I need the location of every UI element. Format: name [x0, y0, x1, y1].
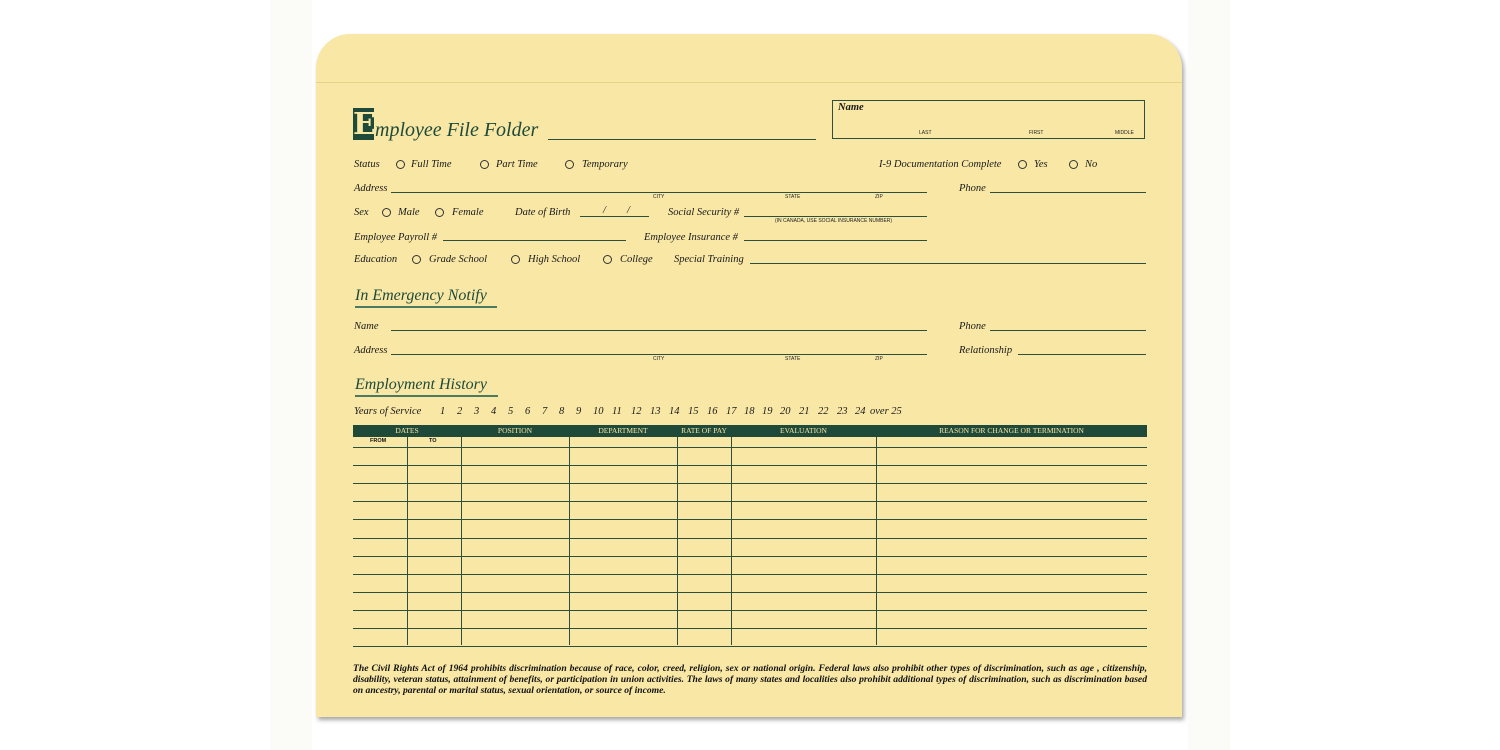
- address-city-label: CITY: [653, 194, 665, 200]
- high-school-label: High School: [528, 254, 581, 265]
- year-15[interactable]: 15: [688, 406, 699, 417]
- history-heading: Employment History: [355, 376, 487, 393]
- insurance-label: Employee Insurance #: [644, 232, 738, 243]
- status-label: Status: [354, 159, 380, 170]
- dob-separator-1: /: [603, 205, 606, 216]
- title-initial-logo: E: [353, 107, 376, 142]
- dob-label: Date of Birth: [515, 207, 571, 218]
- emergency-city-label: CITY: [653, 356, 665, 362]
- name-last-label: LAST: [919, 130, 932, 136]
- special-training-field[interactable]: [750, 263, 1146, 264]
- right-page-band: [1188, 0, 1230, 750]
- year-13[interactable]: 13: [650, 406, 661, 417]
- table-row[interactable]: [353, 519, 1147, 520]
- radio-i9-yes[interactable]: [1018, 160, 1027, 169]
- grade-school-label: Grade School: [429, 254, 488, 265]
- year-19[interactable]: 19: [762, 406, 773, 417]
- name-box[interactable]: [832, 100, 1145, 139]
- year-2[interactable]: 2: [457, 406, 463, 417]
- relationship-label: Relationship: [959, 345, 1013, 356]
- year-9[interactable]: 9: [576, 406, 582, 417]
- address-zip-label: ZIP: [875, 194, 883, 200]
- sex-label: Sex: [354, 207, 369, 218]
- year-20[interactable]: 20: [780, 406, 791, 417]
- year-1[interactable]: 1: [440, 406, 446, 417]
- col-divider: [407, 437, 408, 645]
- history-heading-underline: [355, 395, 498, 397]
- year-22[interactable]: 22: [818, 406, 829, 417]
- full-time-label: Full Time: [411, 159, 452, 170]
- col-divider: [461, 437, 462, 645]
- year-14[interactable]: 14: [669, 406, 680, 417]
- table-row[interactable]: [353, 646, 1147, 647]
- table-row[interactable]: [353, 628, 1147, 629]
- employment-history-table: [353, 425, 1147, 653]
- radio-male[interactable]: [382, 208, 391, 217]
- i9-no-label: No: [1085, 159, 1098, 170]
- years-of-service-row: [316, 406, 1182, 420]
- year-4[interactable]: 4: [491, 406, 497, 417]
- year-8[interactable]: 8: [559, 406, 565, 417]
- table-row[interactable]: [353, 556, 1147, 557]
- sub-col-from: FROM: [370, 438, 387, 444]
- table-row[interactable]: [353, 610, 1147, 611]
- temporary-label: Temporary: [582, 159, 628, 170]
- folder-fold-line: [316, 82, 1182, 83]
- radio-college[interactable]: [603, 255, 612, 264]
- emergency-zip-label: ZIP: [875, 356, 883, 362]
- address-label: Address: [354, 183, 388, 194]
- emergency-address-label: Address: [354, 345, 388, 356]
- ssn-label: Social Security #: [668, 207, 740, 218]
- emergency-heading: In Emergency Notify: [355, 287, 487, 304]
- table-row[interactable]: [353, 501, 1147, 502]
- phone-field[interactable]: [990, 192, 1146, 193]
- emergency-heading-underline: [355, 306, 497, 308]
- phone-label: Phone: [959, 183, 986, 194]
- employee-file-folder: [316, 34, 1182, 717]
- col-dates: DATES: [395, 426, 419, 435]
- year-12[interactable]: 12: [631, 406, 642, 417]
- i9-yes-label: Yes: [1034, 159, 1048, 170]
- year-5[interactable]: 5: [508, 406, 514, 417]
- radio-female[interactable]: [435, 208, 444, 217]
- title-underline: [548, 139, 816, 140]
- year-6[interactable]: 6: [525, 406, 531, 417]
- table-row[interactable]: [353, 592, 1147, 593]
- college-label: College: [620, 254, 653, 265]
- years-of-service-label: Years of Service: [354, 406, 422, 417]
- i9-label: I-9 Documentation Complete: [879, 159, 1002, 170]
- year-17[interactable]: 17: [726, 406, 737, 417]
- payroll-field[interactable]: [443, 240, 626, 241]
- payroll-label: Employee Payroll #: [354, 232, 438, 243]
- year-3[interactable]: 3: [474, 406, 480, 417]
- col-divider: [731, 437, 732, 645]
- dob-field[interactable]: [580, 216, 649, 217]
- year-25[interactable]: over 25: [870, 406, 902, 417]
- female-label: Female: [452, 207, 484, 218]
- male-label: Male: [398, 207, 420, 218]
- radio-grade-school[interactable]: [412, 255, 421, 264]
- col-reason: REASON FOR CHANGE OR TERMINATION: [939, 426, 1084, 435]
- col-divider: [569, 437, 570, 645]
- table-row[interactable]: [353, 465, 1147, 466]
- education-label: Education: [354, 254, 398, 265]
- year-24[interactable]: 24: [855, 406, 866, 417]
- radio-part-time[interactable]: [480, 160, 489, 169]
- col-divider: [677, 437, 678, 645]
- part-time-label: Part Time: [496, 159, 538, 170]
- special-training-label: Special Training: [674, 254, 744, 265]
- emergency-phone-field[interactable]: [990, 330, 1146, 331]
- table-row[interactable]: [353, 574, 1147, 575]
- emergency-name-label: Name: [354, 321, 379, 332]
- name-middle-label: MIDDLE: [1115, 130, 1134, 136]
- table-row[interactable]: [353, 538, 1147, 539]
- civil-rights-notice: The Civil Rights Act of 1964 prohibits discrimination because of race, color, creed, religion, sex or national origin. Federal laws also prohibit other types of discrimination, such as age , citizenship, disability, veteran status, attainment of benefits, or participation in union activities. The laws of many states and localities also prohibit additional types of discrimination, such as discrimination based on ancestry, parental or marital status, sexual orientation, or source of income.: [353, 663, 1147, 696]
- emergency-name-field[interactable]: [391, 330, 927, 331]
- name-first-label: FIRST: [1029, 130, 1044, 136]
- emergency-state-label: STATE: [785, 356, 801, 362]
- address-field[interactable]: [391, 192, 927, 193]
- year-10[interactable]: 10: [593, 406, 604, 417]
- sub-col-to: TO: [429, 438, 437, 444]
- radio-high-school[interactable]: [511, 255, 520, 264]
- year-7[interactable]: 7: [542, 406, 548, 417]
- year-21[interactable]: 21: [799, 406, 810, 417]
- table-header: [353, 425, 1147, 437]
- address-state-label: STATE: [785, 194, 801, 200]
- title-text: mployee File Folder: [375, 119, 539, 141]
- emergency-address-field[interactable]: [391, 354, 927, 355]
- radio-full-time[interactable]: [396, 160, 405, 169]
- col-divider: [876, 437, 877, 645]
- table-row[interactable]: [353, 447, 1147, 448]
- radio-i9-no[interactable]: [1069, 160, 1078, 169]
- year-18[interactable]: 18: [744, 406, 755, 417]
- year-11[interactable]: 11: [612, 406, 622, 417]
- emergency-phone-label: Phone: [959, 321, 986, 332]
- name-label: Name: [838, 102, 864, 113]
- relationship-field[interactable]: [1018, 354, 1146, 355]
- col-position: POSITION: [497, 426, 533, 435]
- col-rate-of-pay: RATE OF PAY: [681, 426, 727, 435]
- ssn-field[interactable]: [744, 216, 927, 217]
- year-23[interactable]: 23: [837, 406, 848, 417]
- dob-separator-2: /: [627, 205, 630, 216]
- col-evaluation: EVALUATION: [780, 426, 827, 435]
- table-row[interactable]: [353, 483, 1147, 484]
- radio-temporary[interactable]: [565, 160, 574, 169]
- ssn-note: (IN CANADA, USE SOCIAL INSURANCE NUMBER): [775, 218, 893, 224]
- left-page-band: [270, 0, 312, 750]
- col-department: DEPARTMENT: [598, 426, 648, 435]
- insurance-field[interactable]: [744, 240, 927, 241]
- year-16[interactable]: 16: [707, 406, 718, 417]
